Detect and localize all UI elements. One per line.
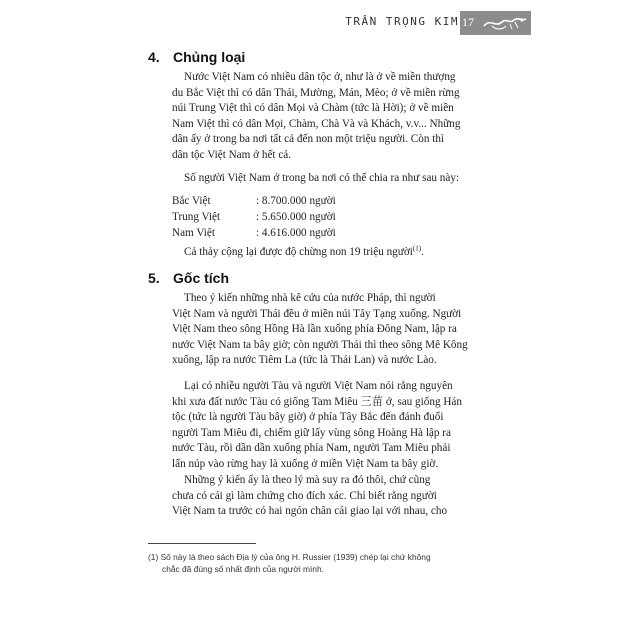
- text-line: du Bắc Việt thì có dân Thái, Mường, Mán, Mèo; ở về miền rừng: [172, 86, 460, 99]
- section-5-paragraph-1: [172, 291, 474, 369]
- text-line: Việt Nam theo sông Hồng Hà lần xuống phía Đông Nam, lập ra: [172, 323, 457, 335]
- text-line: Những ý kiến ấy là theo lý mà suy ra đó thôi, chứ cũng: [184, 474, 431, 486]
- text-line: lẩn núp vào rừng hay là xuống ở miền Việt Nam ta bây giờ.: [172, 457, 439, 470]
- section-4-paragraph-2-text: Số người Việt Nam ở trong ba nơi có thể chia ra như sau này:: [184, 172, 460, 184]
- population-table: [172, 193, 336, 241]
- header-page-tab: [460, 11, 531, 35]
- text-line: dân ấy ở trong ba nơi tất cả đến non một triệu người. Còn thì: [172, 133, 445, 145]
- section-4-paragraph-1: [172, 70, 474, 163]
- text-line: tộc (tức là người Tàu bây giờ) ở phía Tây Bắc đến đánh đuổi: [172, 411, 444, 423]
- section-5-title: Gốc tích: [173, 270, 230, 286]
- text-line: Nam Việt thì có dân Mọi, Chàm, Chà Và và Khách, v.v... Những: [172, 117, 461, 130]
- section-5-number: 5.: [148, 270, 160, 286]
- text-line: người Tam Miêu đi, chiếm giữ lấy vùng sông Hoàng Hà lập ra: [172, 426, 451, 439]
- population-row: [172, 209, 336, 225]
- text-line: Theo ý kiến những nhà kê cứu của nước Pháp, thì người: [184, 292, 436, 304]
- footnote-line-2: chắc đã đúng số nhất định của người mình.: [162, 564, 324, 574]
- population-value: : 4.616.000 người: [256, 227, 336, 239]
- text-line: Nước Việt Nam có nhiều dân tộc ở, như là ở về miền thượng: [184, 71, 456, 83]
- population-value: : 5.650.000 người: [256, 211, 336, 223]
- footnote-divider: [148, 543, 256, 544]
- footnote: [148, 551, 478, 575]
- footnote-ref: (1): [412, 244, 422, 253]
- text-line: chưa có cái gì làm chứng cho đích xác. Chỉ biết rằng người: [172, 489, 437, 502]
- text-line: xuống, lập ra nước Tiêm La (tức là Thái Lan) và nước Lào.: [172, 354, 437, 366]
- population-region: Nam Việt: [172, 227, 215, 239]
- population-row: [172, 225, 336, 241]
- population-row: [172, 193, 336, 209]
- total-text: Cả thảy cộng lại được độ chừng non 19 triệu người: [184, 246, 413, 258]
- header-author: TRẦN TRỌNG KIM: [345, 15, 459, 28]
- section-4-heading: [148, 49, 245, 65]
- text-line: khi xưa đất nước Tàu có giống Tam Miêu 三苗 ở, sau giống Hán: [172, 395, 462, 408]
- text-line: Việt Nam và người Thái đều ở miền núi Tây Tạng xuống. Người: [172, 307, 462, 320]
- population-value: : 8.700.000 người: [256, 195, 336, 207]
- section-4-total: [172, 245, 474, 261]
- page-number: 17: [462, 15, 474, 29]
- population-region: Bắc Việt: [172, 195, 211, 207]
- text-line: nước Việt Nam ta bây giờ; còn người Thái thì theo sông Mê Kông: [172, 338, 468, 351]
- total-period: .: [421, 246, 424, 258]
- population-region: Trung Việt: [172, 211, 221, 223]
- section-4-title: Chủng loại: [173, 49, 246, 65]
- running-header: [0, 11, 621, 35]
- section-5-paragraph-3: [172, 473, 474, 520]
- text-line: Việt Nam ta trước có hai ngón chân cái giao lại với nhau, cho: [172, 505, 448, 517]
- dragon-ornament-icon: [482, 14, 528, 32]
- text-line: dân tộc Việt Nam ở hết cả.: [172, 148, 292, 161]
- text-line: núi Trung Việt thì có dân Mọi và Chàm (tức là Hời); ở về miền: [172, 102, 454, 114]
- section-5-heading: [148, 270, 229, 286]
- section-4-paragraph-2: [172, 171, 474, 187]
- text-line: nước Tàu, rồi dần dần xuống phía Nam, người Tam Miêu phải: [172, 442, 451, 454]
- footnote-line-1: Số này là theo sách Địa lý của ông H. Russier (1939) chép lại chứ không: [160, 552, 431, 562]
- footnote-mark: (1): [148, 552, 159, 562]
- text-line: Lại có nhiều người Tàu và người Việt Nam nói rằng nguyên: [184, 380, 453, 392]
- section-5-paragraph-2: [172, 379, 474, 472]
- section-4-number: 4.: [148, 49, 160, 65]
